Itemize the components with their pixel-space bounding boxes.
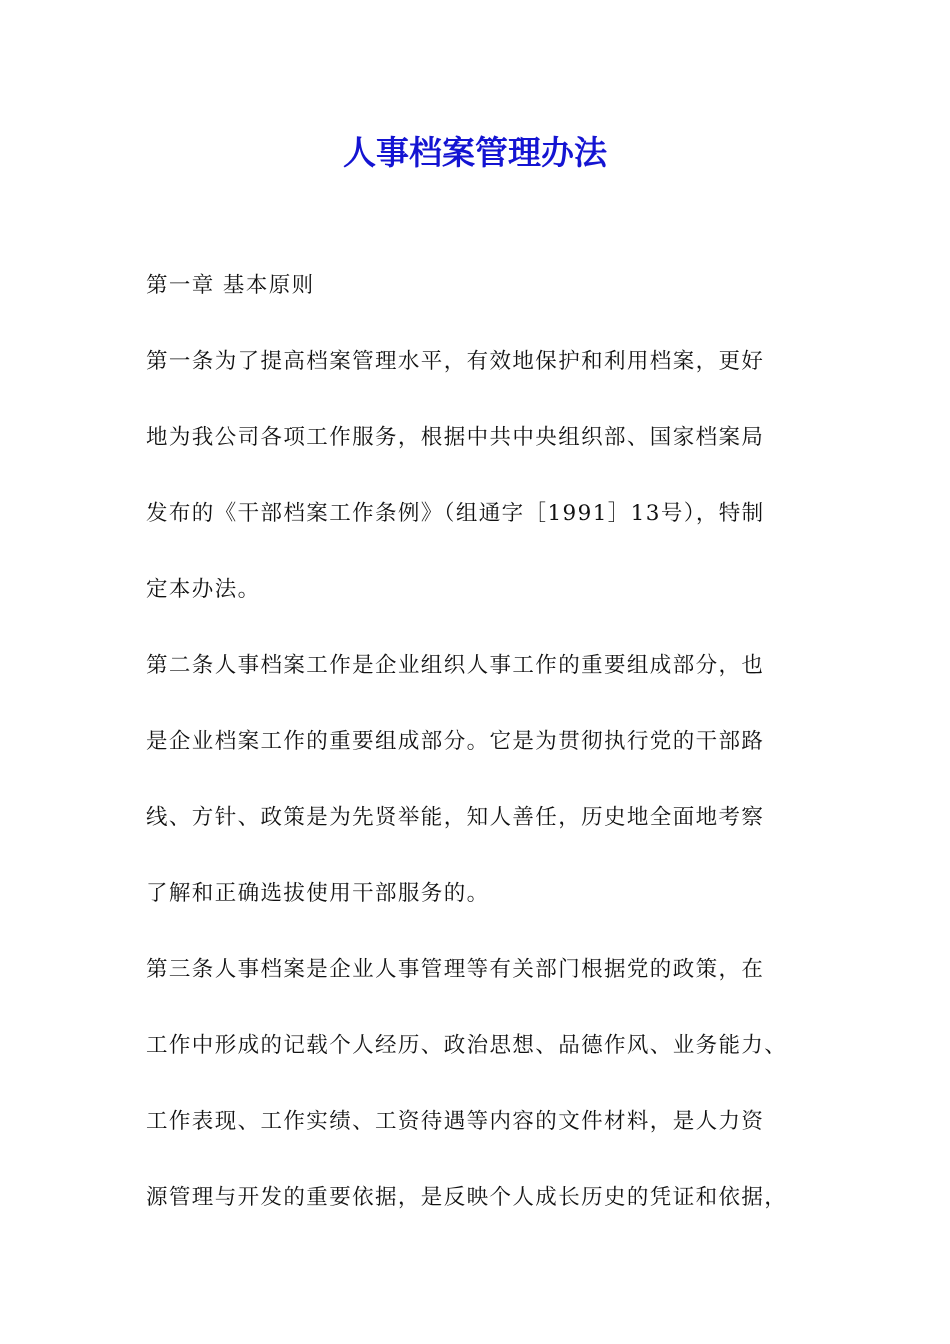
chapter-heading: 第一章 基本原则: [146, 273, 315, 298]
text-line: 了解和正确选拔使用干部服务的。: [146, 881, 490, 906]
text-line: 源管理与开发的重要依据，是反映个人成长历史的凭证和依据，: [146, 1185, 788, 1210]
text-line: 地为我公司各项工作服务，根据中共中央组织部、国家档案局: [146, 425, 765, 450]
text-line: 工作表现、工作实绩、工资待遇等内容的文件材料，是人力资: [146, 1109, 765, 1134]
text-line: 发布的《干部档案工作条例》（组通字［1991］13号），特制: [146, 501, 765, 526]
text-line: 是企业档案工作的重要组成部分。它是为贯彻执行党的干部路: [146, 729, 765, 754]
text-line: 定本办法。: [146, 577, 261, 602]
text-line: 第二条人事档案工作是企业组织人事工作的重要组成部分，也: [146, 653, 765, 678]
text-line: 第三条人事档案是企业人事管理等有关部门根据党的政策，在: [146, 957, 765, 982]
document-title: 人事档案管理办法: [343, 133, 607, 172]
text-line: 工作中形成的记载个人经历、政治思想、品德作风、业务能力、: [146, 1033, 788, 1058]
text-line: 线、方针、政策是为先贤举能，知人善任，历史地全面地考察: [146, 805, 765, 830]
text-line: 第一条为了提高档案管理水平，有效地保护和利用档案，更好: [146, 349, 765, 374]
document-body: [146, 264, 836, 1252]
